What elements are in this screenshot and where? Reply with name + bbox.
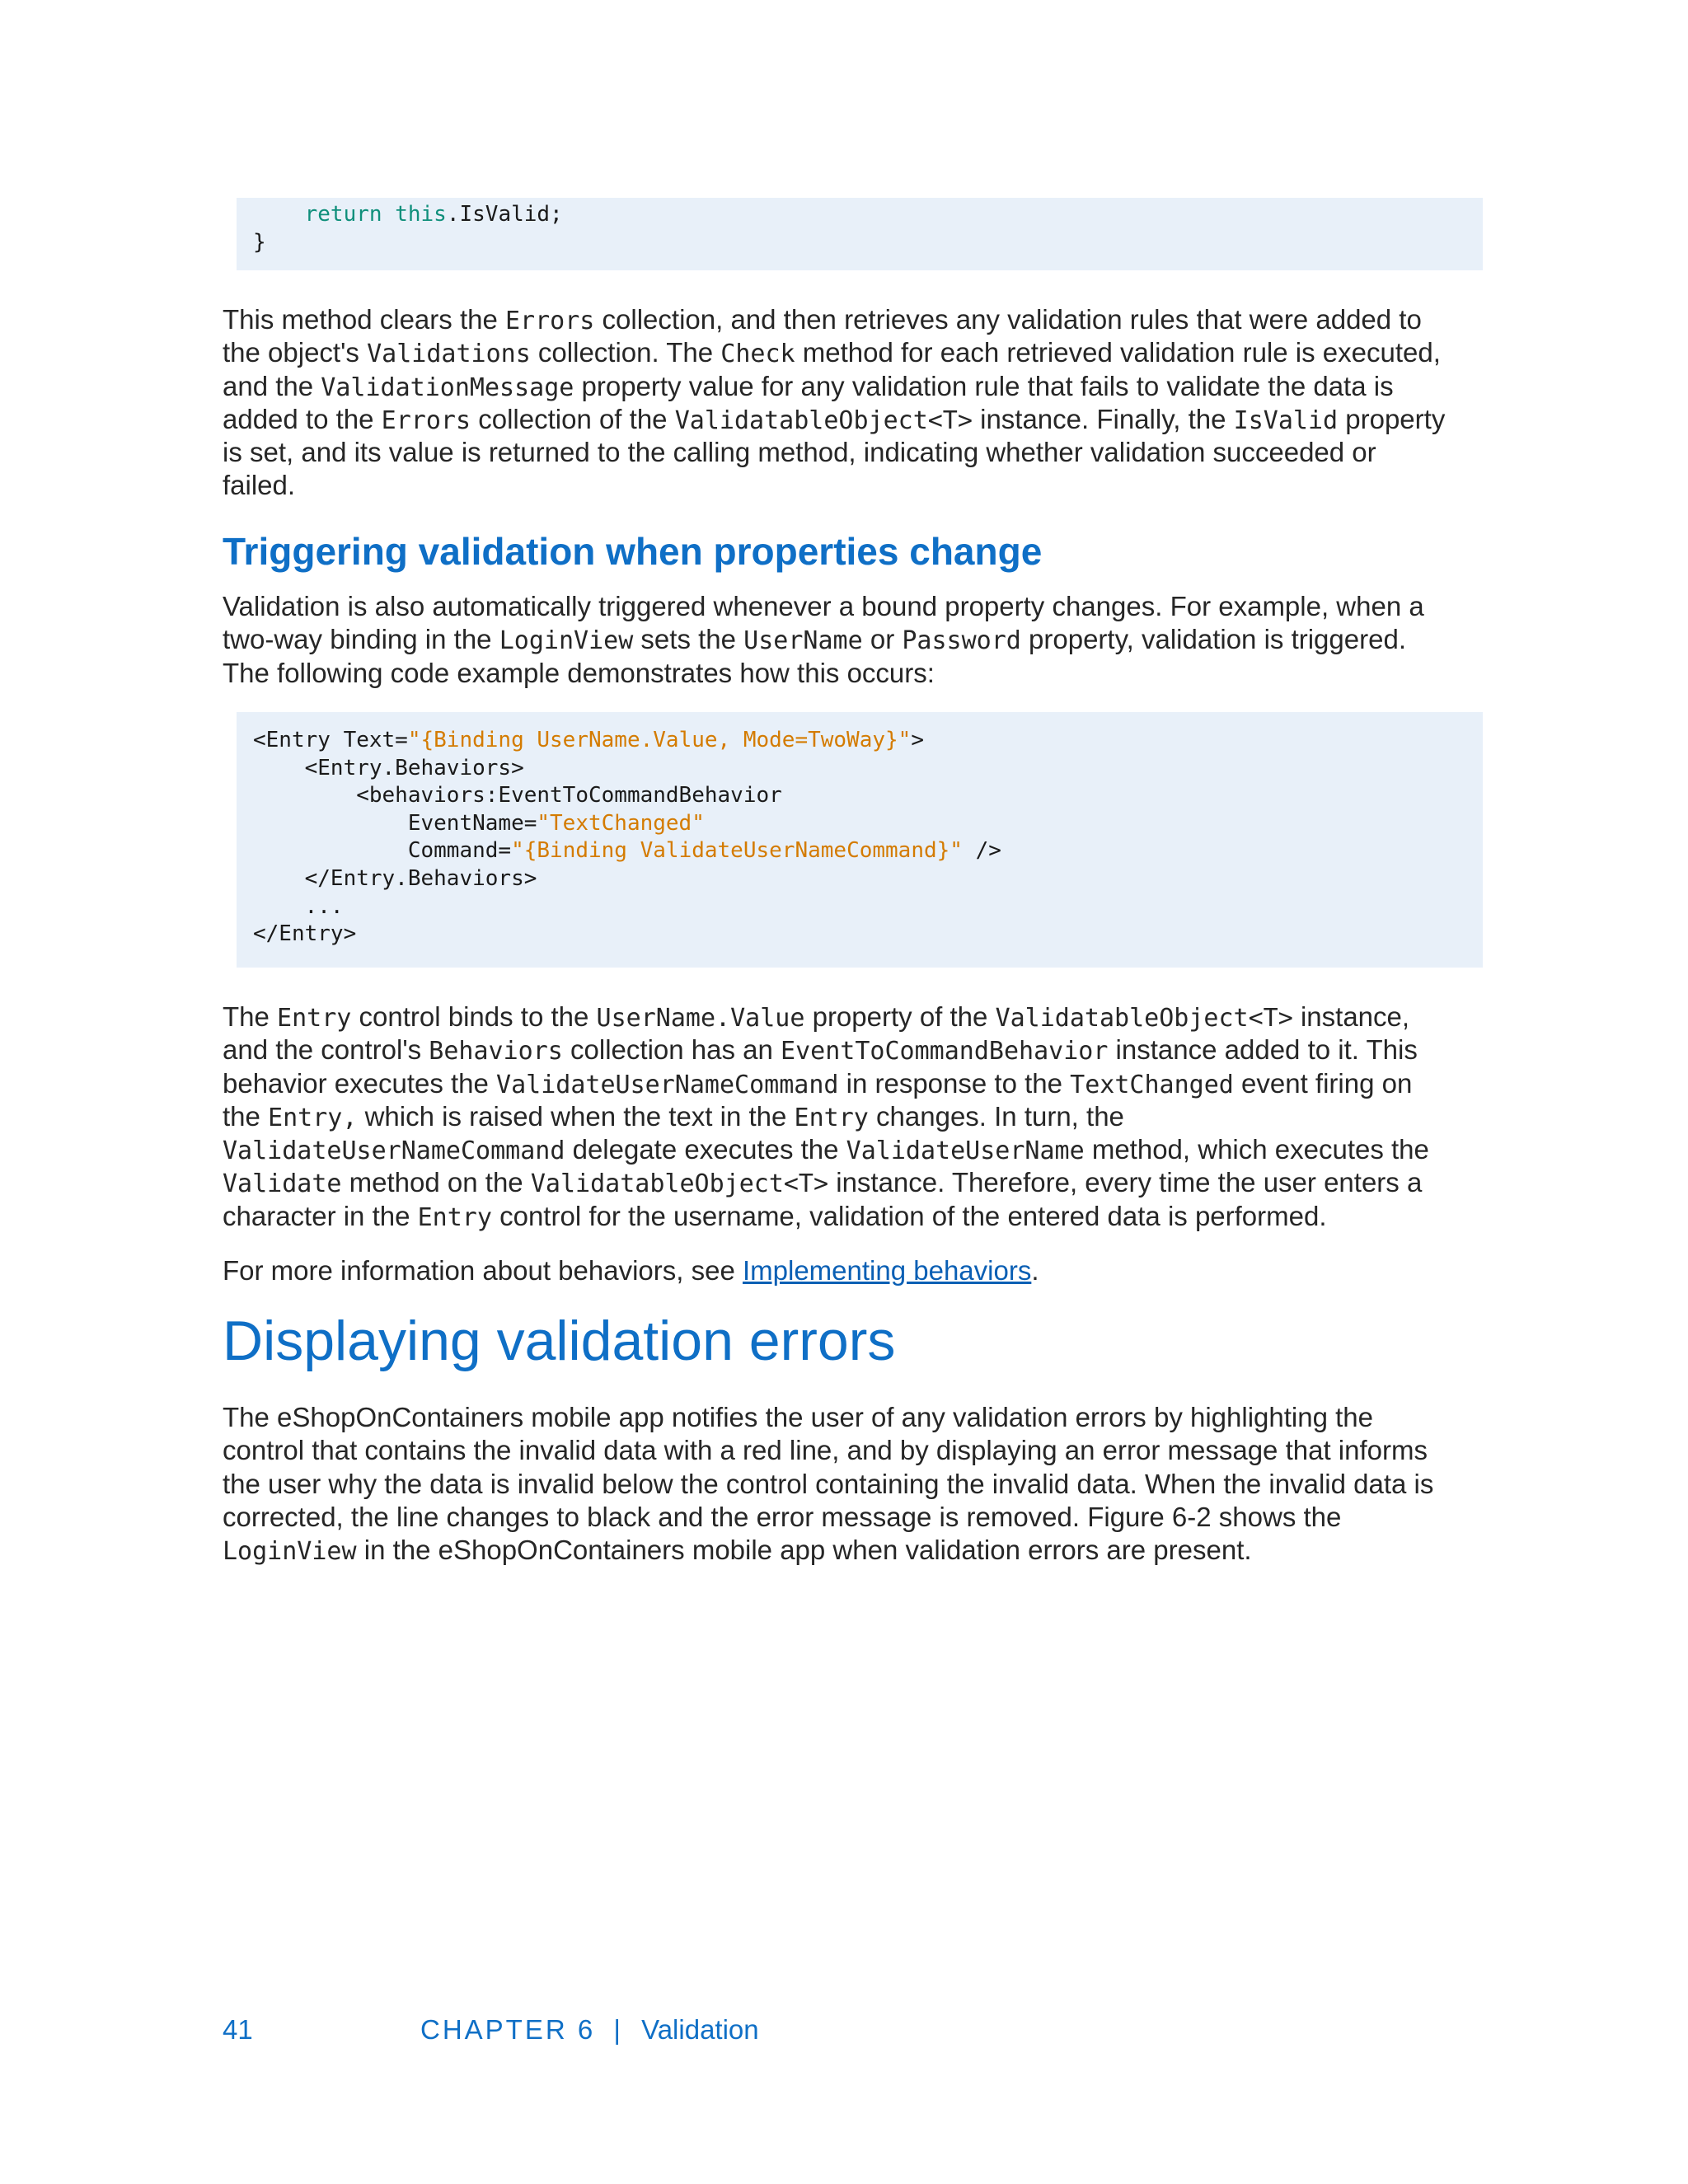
text-line bbox=[223, 1033, 1492, 1066]
text: method, which executes the bbox=[1084, 1134, 1429, 1165]
code-text: EventName= bbox=[253, 810, 537, 836]
code-line bbox=[253, 810, 1483, 838]
text-line: is set, and its value is returned to the calling method, indicating whether validation succeeded or bbox=[223, 437, 1376, 468]
text: two-way binding in the bbox=[223, 624, 499, 655]
text: and the bbox=[223, 370, 321, 401]
inline-code: Entry bbox=[794, 1103, 869, 1132]
text-line: control that contains the invalid data with a red line, and by displaying an error message that informs bbox=[223, 1435, 1428, 1466]
text-line bbox=[223, 1100, 1492, 1133]
text-line bbox=[223, 623, 1492, 656]
code-text: Command= bbox=[253, 838, 512, 864]
inline-code: Entry, bbox=[268, 1103, 358, 1132]
text: which is raised when the text in the bbox=[357, 1100, 795, 1132]
text: . bbox=[1031, 1255, 1039, 1286]
text: This method clears the bbox=[223, 304, 505, 335]
text: added to the bbox=[223, 403, 382, 434]
text: property bbox=[1338, 403, 1446, 434]
paragraph-validate-method bbox=[223, 303, 1492, 503]
text-line bbox=[223, 1133, 1492, 1166]
paragraph-entry-binding bbox=[223, 1001, 1492, 1233]
code-line: </Entry.Behaviors> bbox=[253, 865, 537, 891]
code-line: } bbox=[253, 229, 266, 255]
implementing-behaviors-link[interactable]: Implementing behaviors bbox=[742, 1255, 1032, 1286]
text: changes. In turn, the bbox=[868, 1100, 1124, 1132]
code-text: > bbox=[911, 728, 924, 752]
text: collection, and then retrieves any validation rules that were added to bbox=[594, 304, 1422, 335]
inline-code: Errors bbox=[505, 307, 595, 335]
inline-code: Entry bbox=[417, 1202, 492, 1232]
text-line bbox=[223, 403, 1492, 436]
inline-code: Validate bbox=[223, 1169, 342, 1199]
text-line bbox=[223, 1254, 1492, 1287]
code-text: /> bbox=[962, 838, 1001, 864]
text: delegate executes the bbox=[565, 1134, 846, 1165]
footer-separator: | bbox=[613, 2014, 623, 2045]
inline-code: Entry bbox=[277, 1004, 352, 1033]
text: sets the bbox=[633, 624, 744, 655]
inline-code: UserName bbox=[743, 626, 863, 656]
footer-chapter bbox=[420, 2014, 759, 2046]
text-line: The following code example demonstrates how this occurs: bbox=[223, 657, 935, 688]
inline-code: TextChanged bbox=[1070, 1070, 1234, 1099]
text: property, validation is triggered. bbox=[1020, 624, 1406, 655]
text-line bbox=[223, 1200, 1492, 1233]
text-line: corrected, the line changes to black and the error message is removed. Figure 6-2 shows the bbox=[223, 1501, 1342, 1532]
text: the bbox=[223, 1100, 269, 1132]
inline-code: IsValid bbox=[1233, 405, 1339, 435]
paragraph-triggering bbox=[223, 590, 1492, 690]
code-line bbox=[253, 837, 1483, 865]
inline-code: ValidateUserNameCommand bbox=[496, 1070, 839, 1099]
code-line bbox=[253, 201, 1483, 229]
inline-code: ValidateUserName bbox=[846, 1137, 1085, 1166]
inline-code: Password bbox=[902, 626, 1021, 656]
inline-code: Behaviors bbox=[429, 1037, 563, 1066]
text-line: the user why the data is invalid below the control containing the invalid data. When the invalid data is bbox=[223, 1468, 1434, 1499]
code-text: <Entry Text= bbox=[253, 728, 408, 752]
text-line bbox=[223, 1067, 1492, 1100]
chapter-title: Validation bbox=[641, 2014, 759, 2045]
code-string: "{Binding UserName.Value, Mode=TwoWay}" bbox=[407, 728, 912, 752]
code-line: ... bbox=[253, 893, 344, 919]
section-heading: Triggering validation when properties change bbox=[223, 530, 1043, 573]
inline-code: Validations bbox=[367, 340, 531, 369]
text: in response to the bbox=[838, 1067, 1071, 1099]
text-line bbox=[223, 336, 1492, 369]
code-string: "{Binding ValidateUserNameCommand}" bbox=[511, 838, 963, 864]
text: method on the bbox=[341, 1167, 531, 1198]
text: instance added to it. This bbox=[1108, 1034, 1418, 1066]
text-line bbox=[223, 1534, 1492, 1567]
inline-code: ValidatableObject<T> bbox=[995, 1004, 1293, 1033]
inline-code: Check bbox=[720, 340, 795, 369]
code-block-entry bbox=[237, 712, 1483, 968]
paragraph-displaying-errors bbox=[223, 1401, 1492, 1567]
text-line bbox=[223, 1166, 1492, 1199]
text: collection has an bbox=[562, 1034, 781, 1066]
code-keyword: this bbox=[395, 202, 447, 227]
text: instance, bbox=[1292, 1001, 1410, 1032]
code-line: <Entry.Behaviors> bbox=[253, 755, 524, 780]
inline-code: EventToCommandBehavior bbox=[781, 1037, 1109, 1066]
code-line: <behaviors:EventToCommandBehavior bbox=[253, 783, 782, 808]
text: or bbox=[862, 624, 903, 655]
text: control binds to the bbox=[351, 1001, 597, 1032]
text: collection. The bbox=[530, 337, 721, 368]
text: control for the username, validation of the entered data is performed. bbox=[491, 1200, 1327, 1231]
code-line: </Entry> bbox=[253, 921, 357, 947]
text: The bbox=[223, 1001, 278, 1032]
inline-code: ValidatableObject<T> bbox=[674, 405, 973, 435]
text: instance. Therefore, every time the user enters a bbox=[828, 1167, 1423, 1198]
code-block-return bbox=[237, 198, 1483, 270]
text-line bbox=[223, 303, 1492, 336]
paragraph-more-info bbox=[223, 1254, 1492, 1287]
inline-code: UserName.Value bbox=[596, 1004, 805, 1033]
page-number: 41 bbox=[223, 2014, 253, 2045]
text: collection of the bbox=[471, 403, 675, 434]
text: the object's bbox=[223, 337, 368, 368]
text: behavior executes the bbox=[223, 1067, 497, 1099]
text: character in the bbox=[223, 1200, 418, 1231]
text-line bbox=[223, 1001, 1492, 1033]
inline-code: LoginView bbox=[223, 1537, 357, 1567]
text: For more information about behaviors, see bbox=[223, 1255, 743, 1286]
text: event firing on bbox=[1233, 1067, 1413, 1099]
inline-code: ValidationMessage bbox=[321, 373, 574, 402]
text: property of the bbox=[804, 1001, 996, 1032]
inline-code: ValidateUserNameCommand bbox=[223, 1137, 565, 1166]
text-line bbox=[223, 370, 1492, 403]
text: property value for any validation rule that fails to validate the data is bbox=[574, 370, 1394, 401]
text: and the control's bbox=[223, 1034, 429, 1066]
inline-code: ValidatableObject<T> bbox=[530, 1169, 829, 1199]
text: method for each retrieved validation rule is executed, bbox=[795, 337, 1441, 368]
text: in the eShopOnContainers mobile app when validation errors are present. bbox=[356, 1535, 1252, 1566]
code-line bbox=[253, 727, 1483, 755]
inline-code: Errors bbox=[381, 405, 471, 435]
chapter-section-heading: Displaying validation errors bbox=[223, 1310, 896, 1372]
code-text: .IsValid; bbox=[446, 202, 563, 227]
text: instance. Finally, the bbox=[972, 403, 1234, 434]
inline-code: LoginView bbox=[499, 626, 634, 656]
chapter-label: CHAPTER 6 bbox=[420, 2014, 596, 2045]
text-line: failed. bbox=[223, 470, 296, 501]
code-keyword: return bbox=[304, 202, 382, 227]
code-string: "TextChanged" bbox=[537, 810, 705, 836]
text-line: Validation is also automatically triggered whenever a bound property changes. For example, when a bbox=[223, 591, 1424, 621]
text-line: The eShopOnContainers mobile app notifies the user of any validation errors by highlighting the bbox=[223, 1402, 1374, 1432]
